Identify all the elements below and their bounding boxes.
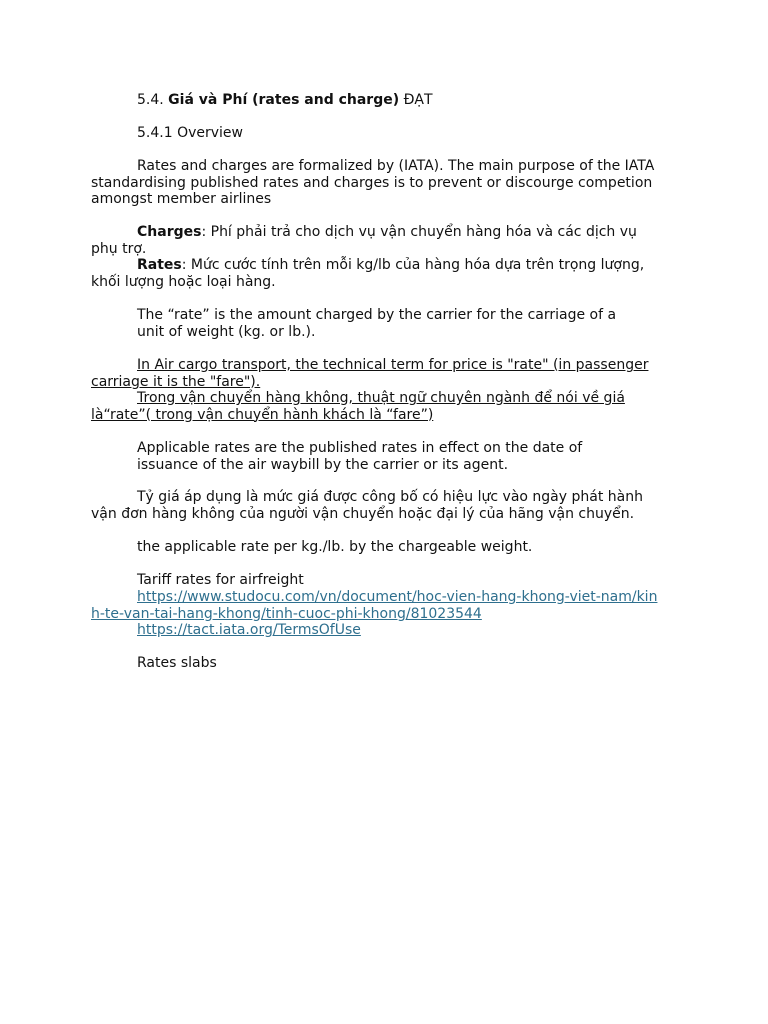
rates-paragraph (91, 257, 661, 290)
applicable-rate-line: the applicable rate per kg./lb. by the chargeable weight. (137, 539, 533, 555)
air-cargo-rate-note-en (91, 357, 661, 390)
rates-slabs-heading: Rates slabs (137, 655, 217, 671)
air-cargo-rate-note-vi-text: Trong vận chuyển hàng không, thuật ngữ chuyên ngành để nói về giá là“rate”( trong vận chuyển hành khách là “fare”) (91, 390, 625, 423)
applicable-rates-vi-paragraph: Tỷ giá áp dụng là mức giá được công bố có hiệu lực vào ngày phát hành vận đơn hàng không của người vận chuyển hoặc đại lý của hãng vận chuyển. (91, 489, 643, 522)
rates-term: Rates (137, 257, 182, 273)
tariff-label: Tariff rates for airfreight (137, 572, 304, 588)
applicable-rates-en-paragraph: Applicable rates are the published rates in effect on the date of issuance of the air waybill by the carrier or its agent. (137, 440, 583, 473)
rates-text: : Mức cước tính trên mỗi kg/lb của hàng hóa dựa trên trọng lượng, khối lượng hoặc loại hàng. (91, 257, 645, 290)
tariff-link-studocu[interactable]: https://www.studocu.com/vn/document/hoc-vien-hang-khong-viet-nam/kinh-te-van-tai-hang-khong/tinh-cuoc-phi-khong/81023544 (91, 589, 658, 622)
section-status: ĐẠT (399, 92, 433, 108)
charges-text: : Phí phải trả cho dịch vụ vận chuyển hàng hóa và các dịch vụ phụ trợ. (91, 224, 637, 257)
subsection-heading: 5.4.1 Overview (137, 125, 243, 141)
charges-paragraph (91, 224, 661, 257)
section-title: Giá và Phí (rates and charge) (168, 92, 400, 108)
air-cargo-rate-note-en-text: In Air cargo transport, the technical term for price is "rate" (in passenger carriage it is the "fare"). (91, 357, 649, 390)
tariff-link-studocu-wrap (91, 589, 661, 622)
rate-definition-paragraph: The “rate” is the amount charged by the carrier for the carriage of a unit of weight (kg. or lb.). (137, 307, 617, 340)
tariff-link-iata[interactable]: https://tact.iata.org/TermsOfUse (137, 622, 361, 638)
section-heading (91, 92, 661, 109)
intro-paragraph: Rates and charges are formalized by (IATA). The main purpose of the IATA standardising published rates and charges is to prevent or discourge competion amongst member airlines (91, 158, 655, 208)
charges-term: Charges (137, 224, 202, 240)
air-cargo-rate-note-vi (91, 390, 661, 423)
section-number: 5.4. (137, 92, 169, 108)
tariff-link-iata-wrap (91, 622, 661, 639)
